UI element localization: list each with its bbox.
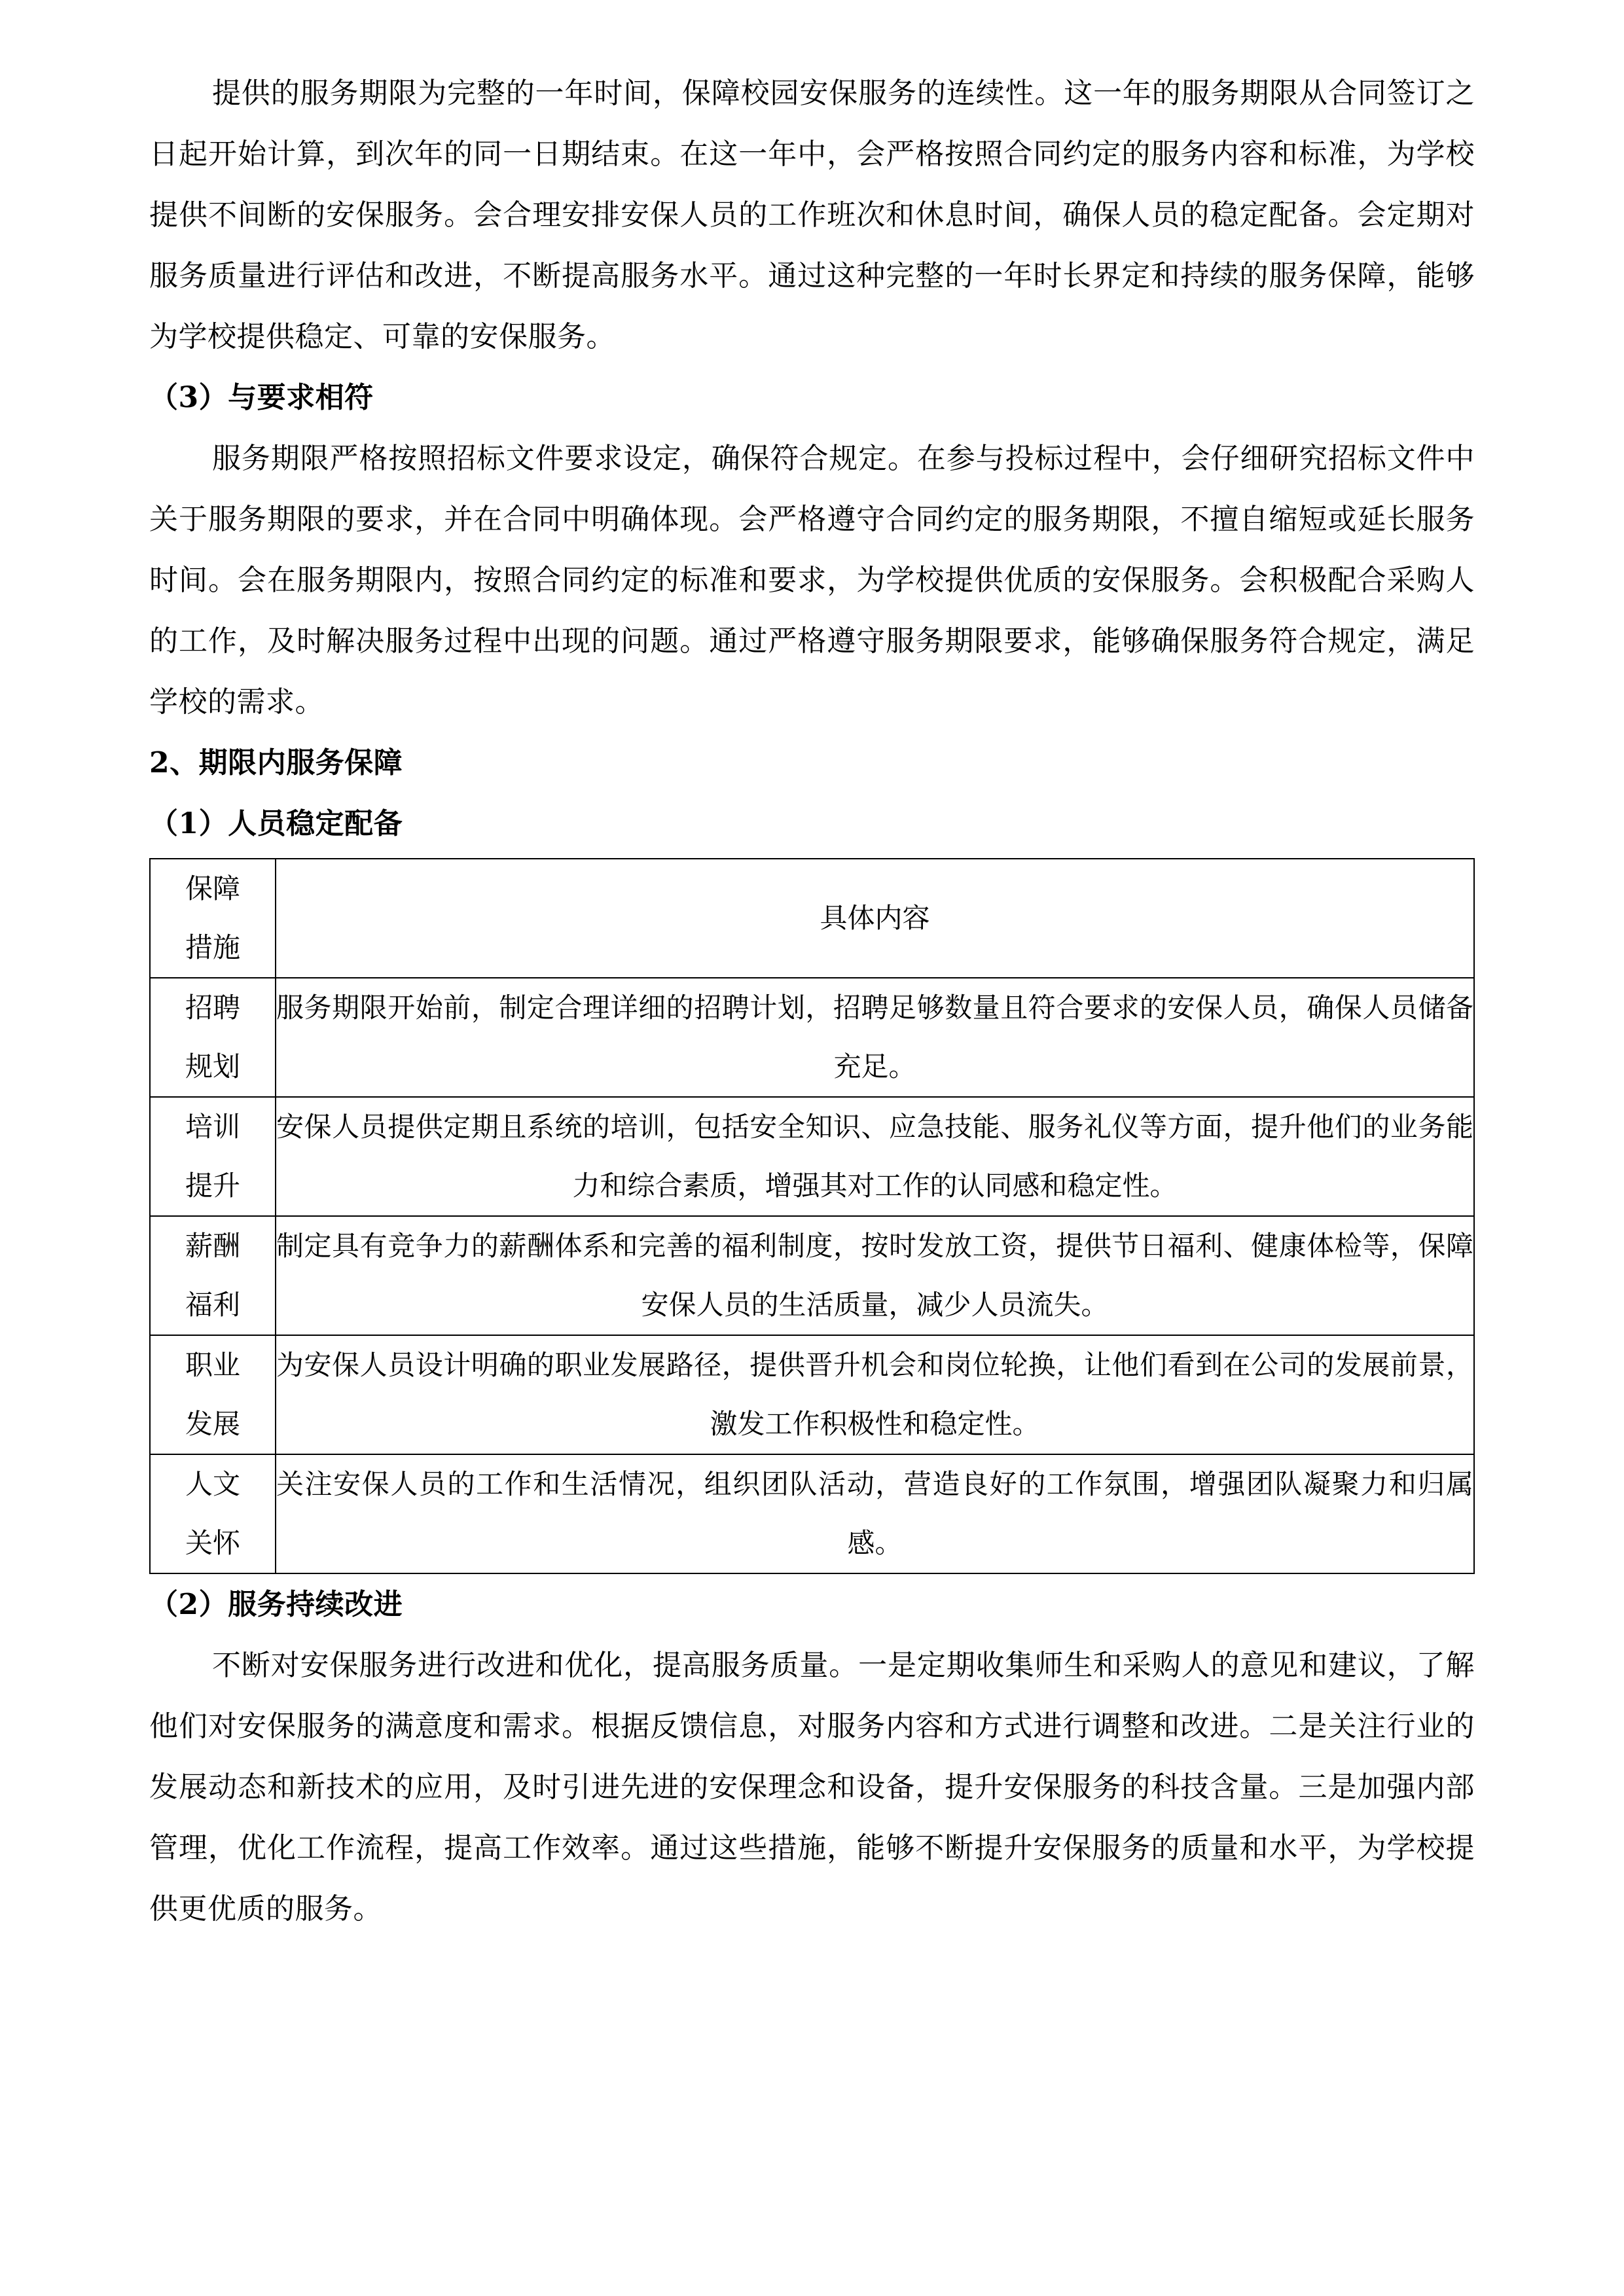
table-header-content-label: 具体内容 [820, 902, 930, 934]
measure-label-line-1: 人文 [185, 1468, 240, 1500]
heading-staff-stability: （1）人员稳定配备 [149, 807, 403, 840]
measure-label-line-1: 职业 [185, 1349, 240, 1381]
measure-label-line-1: 培训 [185, 1111, 240, 1143]
heading-requirement-match: （3）与要求相符 [149, 381, 374, 414]
table-cell-content-recruitment [276, 978, 1474, 1097]
measure-label-line-1: 薪酬 [185, 1230, 240, 1262]
table-header-row [150, 859, 1474, 978]
staff-stability-measures-table [149, 858, 1475, 1574]
table-cell-content-humanistic-care [276, 1454, 1474, 1573]
table-row [150, 1335, 1474, 1454]
table-cell-measure-humanistic-care [150, 1454, 276, 1573]
table-row [150, 1216, 1474, 1335]
table-cell-content-career [276, 1335, 1474, 1454]
measure-content-text: 安保人员提供定期且系统的培训，包括安全知识、应急技能、服务礼仪等方面，提升他们的业务能力和综合素质，增强其对工作的认同感和稳定性。 [276, 1111, 1473, 1202]
heading-continuous-improvement: （2）服务持续改进 [149, 1588, 403, 1621]
paragraph-requirement-compliance: 服务期限严格按照招标文件要求设定，确保符合规定。在参与投标过程中，会仔细研究招标文件中关于服务期限的要求，并在合同中明确体现。会严格遵守合同约定的服务期限，不擅自缩短或延长服务时间。会在服务期限内，按照合同约定的标准和要求，为学校提供优质的安保服务。会积极配合采购人的工作，及时解决服务过程中出现的问题。通过严格遵守服务期限要求，能够确保服务符合规定，满足学校的需求。 [149, 442, 1475, 719]
table-row [150, 978, 1474, 1097]
measure-label-line-2: 发展 [185, 1408, 240, 1440]
table-header-measure-line-1: 保障 [185, 872, 240, 905]
measure-content-text: 制定具有竞争力的薪酬体系和完善的福利制度，按时发放工资，提供节日福利、健康体检等，保障安保人员的生活质量，减少人员流失。 [276, 1230, 1473, 1321]
measure-label-line-1: 招聘 [185, 992, 240, 1024]
table-header-cell-measure [150, 859, 276, 978]
table-body [150, 859, 1474, 1573]
measure-label-line-2: 福利 [185, 1289, 240, 1321]
measure-label-line-2: 关怀 [185, 1527, 240, 1559]
table-row [150, 1097, 1474, 1216]
heading-service-guarantee: 2、期限内服务保障 [149, 746, 403, 780]
table-row [150, 1454, 1474, 1573]
table-cell-content-training [276, 1097, 1474, 1216]
paragraph-continuous-improvement: 不断对安保服务进行改进和优化，提高服务质量。一是定期收集师生和采购人的意见和建议，了解他们对安保服务的满意度和需求。根据反馈信息，对服务内容和方式进行调整和改进。二是关注行业的发展动态和新技术的应用，及时引进先进的安保理念和设备，提升安保服务的科技含量。三是加强内部管理，优化工作流程，提高工作效率。通过这些措施，能够不断提升安保服务的质量和水平，为学校提供更优质的服务。 [149, 1649, 1475, 1926]
measure-content-text: 关注安保人员的工作和生活情况，组织团队活动，营造良好的工作氛围，增强团队凝聚力和归属感。 [276, 1468, 1473, 1559]
measure-content-text: 为安保人员设计明确的职业发展路径，提供晋升机会和岗位轮换，让他们看到在公司的发展前景，激发工作积极性和稳定性。 [276, 1349, 1473, 1440]
table-cell-measure-career [150, 1335, 276, 1454]
measure-content-text: 服务期限开始前，制定合理详细的招聘计划，招聘足够数量且符合要求的安保人员，确保人员储备充足。 [276, 992, 1473, 1083]
table-header-cell-content [276, 859, 1474, 978]
measure-label-line-2: 规划 [185, 1050, 240, 1083]
table-header-measure-line-2: 措施 [185, 931, 240, 963]
table-cell-measure-compensation [150, 1216, 276, 1335]
table-cell-measure-recruitment [150, 978, 276, 1097]
paragraph-service-period-definition: 提供的服务期限为完整的一年时间，保障校园安保服务的连续性。这一年的服务期限从合同签订之日起开始计算，到次年的同一日期结束。在这一年中，会严格按照合同约定的服务内容和标准，为学校提供不间断的安保服务。会合理安排安保人员的工作班次和休息时间，确保人员的稳定配备。会定期对服务质量进行评估和改进，不断提高服务水平。通过这种完整的一年时长界定和持续的服务保障，能够为学校提供稳定、可靠的安保服务。 [149, 77, 1475, 353]
table-cell-content-compensation [276, 1216, 1474, 1335]
measure-label-line-2: 提升 [185, 1170, 240, 1202]
table-cell-measure-training [150, 1097, 276, 1216]
